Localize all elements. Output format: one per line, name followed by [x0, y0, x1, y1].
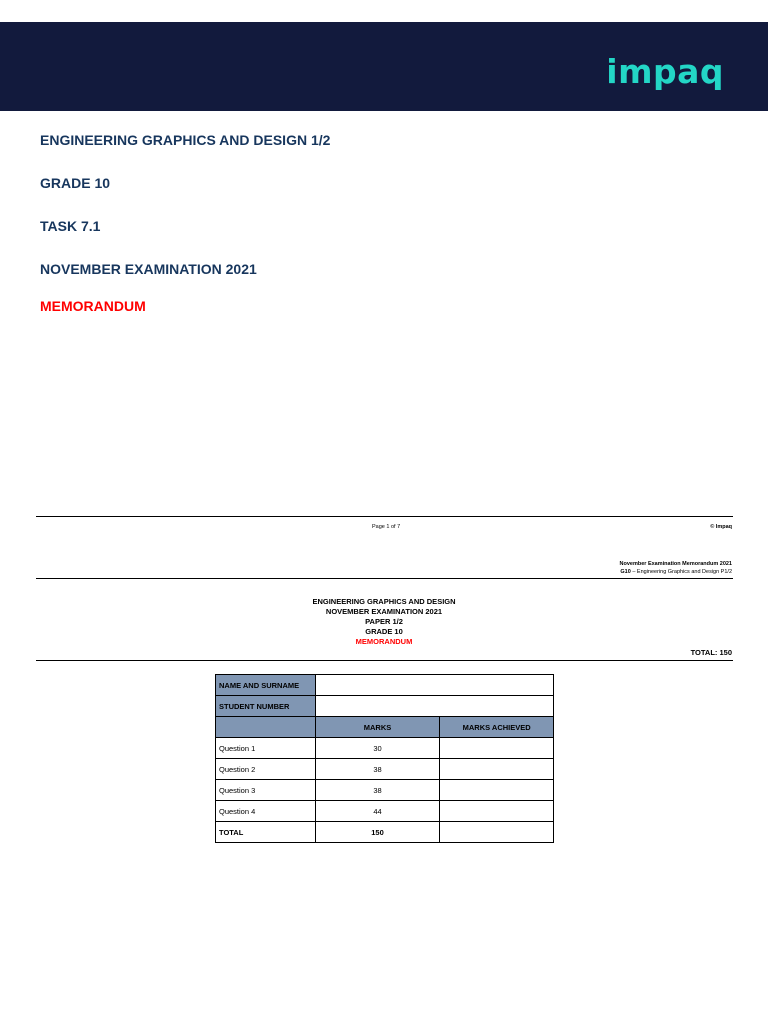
table-row	[216, 801, 554, 822]
table-row	[216, 738, 554, 759]
cover-subject: ENGINEERING GRAPHICS AND DESIGN 1/2	[40, 132, 331, 148]
copyright: © Impaq	[710, 524, 732, 530]
student-number-label: STUDENT NUMBER	[216, 696, 316, 717]
col-marks-achieved: MARKS ACHIEVED	[440, 717, 554, 738]
title-rule	[36, 660, 733, 661]
row-label: Question 3	[216, 780, 316, 801]
title-grade: GRADE 10	[365, 627, 403, 636]
cover-doc-type: MEMORANDUM	[40, 298, 146, 314]
row-marks: 44	[315, 801, 440, 822]
running-header-subtitle: G10 – Engineering Graphics and Design P1/2	[620, 569, 732, 575]
impaq-logo: impaq	[606, 52, 724, 91]
footer-rule	[36, 516, 733, 517]
row-label: TOTAL	[216, 822, 316, 843]
row-achieved[interactable]	[440, 738, 554, 759]
title-subject: ENGINEERING GRAPHICS AND DESIGN	[312, 597, 456, 606]
row-marks: 38	[315, 780, 440, 801]
table-row	[216, 696, 554, 717]
page-number: Page 1 of 7	[372, 524, 401, 530]
table-row	[216, 759, 554, 780]
row-label: Question 2	[216, 759, 316, 780]
cover-task: TASK 7.1	[40, 218, 101, 234]
row-achieved[interactable]	[440, 780, 554, 801]
top-margin	[0, 0, 768, 22]
col-marks: MARKS	[315, 717, 440, 738]
table-total-row	[216, 822, 554, 843]
running-header-title: November Examination Memorandum 2021	[619, 561, 732, 567]
name-field[interactable]	[315, 675, 553, 696]
header-blank	[216, 717, 316, 738]
marks-table	[215, 674, 554, 843]
title-exam: NOVEMBER EXAMINATION 2021	[325, 607, 443, 616]
title-paper: PAPER 1/2	[365, 617, 403, 626]
row-marks: 30	[315, 738, 440, 759]
page2-title-block	[234, 597, 534, 647]
cover-grade: GRADE 10	[40, 175, 111, 191]
total-marks: TOTAL: 150	[690, 648, 732, 657]
header-banner	[0, 22, 768, 111]
student-number-field[interactable]	[315, 696, 553, 717]
row-label: Question 1	[216, 738, 316, 759]
row-achieved[interactable]	[440, 822, 554, 843]
title-doc-type: MEMORANDUM	[355, 637, 413, 646]
row-marks: 150	[315, 822, 440, 843]
table-header-row	[216, 717, 554, 738]
name-label: NAME AND SURNAME	[216, 675, 316, 696]
row-marks: 38	[315, 759, 440, 780]
row-label: Question 4	[216, 801, 316, 822]
cover-exam: NOVEMBER EXAMINATION 2021	[40, 261, 257, 277]
row-achieved[interactable]	[440, 759, 554, 780]
table-row	[216, 675, 554, 696]
table-row	[216, 780, 554, 801]
header-rule	[36, 578, 733, 579]
row-achieved[interactable]	[440, 801, 554, 822]
